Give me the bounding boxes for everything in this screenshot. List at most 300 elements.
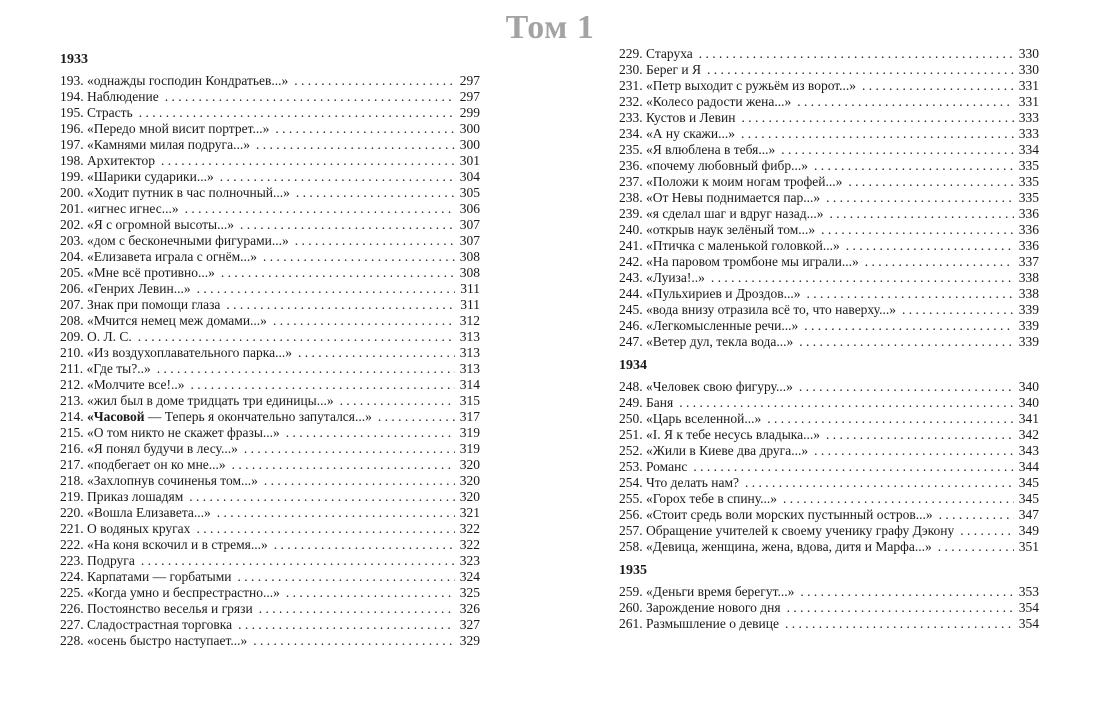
toc-entry[interactable] bbox=[60, 569, 480, 585]
entry-number: 223. bbox=[60, 553, 84, 568]
entry-title-text: Архитектор bbox=[87, 153, 155, 168]
entry-page-number: 345 bbox=[1018, 491, 1039, 506]
dot-leader bbox=[226, 297, 455, 313]
entry-title-text: Страсть bbox=[87, 105, 133, 120]
entry-number: 254. bbox=[619, 475, 643, 490]
entry-title bbox=[643, 78, 856, 94]
entry-title bbox=[84, 329, 132, 345]
dot-leader bbox=[848, 174, 1014, 190]
entry-page-number: 335 bbox=[1018, 158, 1039, 173]
entry-page-number: 313 bbox=[459, 345, 480, 360]
dot-leader bbox=[814, 158, 1014, 174]
entry-number: 215. bbox=[60, 425, 84, 440]
entry-title bbox=[643, 62, 701, 78]
entry-title-text: «Легкомысленные речи...» bbox=[646, 318, 799, 333]
entry-number: 194. bbox=[60, 89, 84, 104]
entry-title bbox=[643, 539, 932, 555]
entry-title bbox=[84, 297, 221, 313]
toc-entry[interactable] bbox=[60, 601, 480, 617]
entry-page-number: 327 bbox=[459, 617, 480, 632]
dot-leader bbox=[939, 507, 1014, 523]
toc-entry[interactable] bbox=[619, 302, 1039, 318]
dot-leader bbox=[800, 584, 1014, 600]
toc-entry[interactable] bbox=[60, 473, 480, 489]
entry-page-number: 347 bbox=[1018, 507, 1039, 522]
entry-number: 241. bbox=[619, 238, 643, 253]
entry-title bbox=[643, 584, 795, 600]
toc-entry[interactable] bbox=[60, 121, 480, 137]
entry-page-number: 341 bbox=[1018, 411, 1039, 426]
toc-entry[interactable] bbox=[619, 94, 1039, 110]
entry-page-number: 311 bbox=[460, 297, 480, 312]
toc-entry[interactable] bbox=[619, 379, 1039, 395]
entry-title-text: «Положи к моим ногам трофей...» bbox=[646, 174, 843, 189]
volume-title: Том 1 bbox=[505, 9, 595, 46]
toc-column-right bbox=[619, 46, 1039, 632]
entry-title bbox=[84, 473, 258, 489]
entry-number: 236. bbox=[619, 158, 643, 173]
toc-entry[interactable] bbox=[619, 334, 1039, 350]
entry-title bbox=[84, 441, 238, 457]
entry-title-text: Обращение учителей к своему ученику графу Дэкону bbox=[646, 523, 955, 538]
entry-title-text: «Я с огромной высоты...» bbox=[87, 217, 234, 232]
entry-title-text: «Пульхириев и Дроздов...» bbox=[646, 286, 801, 301]
toc-entry[interactable] bbox=[619, 78, 1039, 94]
entry-page-number: 319 bbox=[459, 441, 480, 456]
entry-page-number: 336 bbox=[1018, 238, 1039, 253]
entry-number: 222. bbox=[60, 537, 84, 552]
entry-title bbox=[84, 377, 185, 393]
toc-entry[interactable] bbox=[619, 318, 1039, 334]
dot-leader bbox=[275, 121, 455, 137]
dot-leader bbox=[196, 521, 455, 537]
entry-title-text: «О том никто не скажет фразы...» bbox=[87, 425, 280, 440]
entry-title bbox=[643, 523, 955, 539]
entry-title bbox=[643, 427, 820, 443]
dot-leader bbox=[232, 457, 455, 473]
entry-number: 200. bbox=[60, 185, 84, 200]
dot-leader bbox=[785, 616, 1014, 632]
entry-page-number: 340 bbox=[1018, 395, 1039, 410]
toc-entry[interactable] bbox=[60, 137, 480, 153]
entry-number: 203. bbox=[60, 233, 84, 248]
entry-title-text: «вода внизу отразила всё то, что наверху...» bbox=[646, 302, 896, 317]
toc-entry[interactable] bbox=[60, 409, 480, 425]
entry-title bbox=[643, 475, 739, 491]
entry-title-text: «I. Я к тебе несусь владыка...» bbox=[646, 427, 820, 442]
entry-title-text: Знак при помощи глаза bbox=[87, 297, 221, 312]
entry-title-text: «От Невы поднимается пар...» bbox=[646, 190, 821, 205]
toc-entry[interactable] bbox=[60, 297, 480, 313]
entry-title bbox=[84, 281, 191, 297]
entry-page-number: 353 bbox=[1018, 584, 1039, 599]
entry-number: 217. bbox=[60, 457, 84, 472]
year-heading: 1933 bbox=[60, 52, 88, 67]
entry-number: 201. bbox=[60, 201, 84, 216]
entry-page-number: 324 bbox=[459, 569, 480, 584]
entry-title bbox=[84, 409, 372, 425]
entry-title bbox=[84, 345, 292, 361]
toc-entry[interactable] bbox=[619, 126, 1039, 142]
dot-leader bbox=[165, 89, 455, 105]
dot-leader bbox=[253, 633, 455, 649]
entry-number: 202. bbox=[60, 217, 84, 232]
toc-entry[interactable] bbox=[60, 361, 480, 377]
entry-title-text: «Мчится немец меж домами...» bbox=[87, 313, 267, 328]
toc-entry[interactable] bbox=[60, 489, 480, 505]
entry-title bbox=[84, 313, 267, 329]
entry-title bbox=[84, 489, 184, 505]
toc-entry[interactable] bbox=[619, 443, 1039, 459]
entry-number: 205. bbox=[60, 265, 84, 280]
dot-leader bbox=[273, 313, 455, 329]
entry-page-number: 338 bbox=[1018, 286, 1039, 301]
entry-title bbox=[643, 174, 843, 190]
entry-title bbox=[84, 201, 179, 217]
entry-title bbox=[84, 73, 289, 89]
entry-title bbox=[643, 222, 816, 238]
toc-entry[interactable] bbox=[60, 105, 480, 121]
entry-title bbox=[84, 217, 234, 233]
entry-number: 196. bbox=[60, 121, 84, 136]
entry-title bbox=[84, 553, 135, 569]
toc-entry[interactable] bbox=[619, 142, 1039, 158]
entry-number: 195. bbox=[60, 105, 84, 120]
entry-title bbox=[643, 110, 736, 126]
entry-page-number: 342 bbox=[1018, 427, 1039, 442]
entry-number: 197. bbox=[60, 137, 84, 152]
dot-leader bbox=[711, 270, 1014, 286]
entry-number: 230. bbox=[619, 62, 643, 77]
dot-leader bbox=[902, 302, 1014, 318]
entry-title-text: «Горох тебе в спину...» bbox=[646, 491, 778, 506]
toc-entry[interactable] bbox=[60, 505, 480, 521]
entry-title-text: «Я влюблена в тебя...» bbox=[646, 142, 776, 157]
entry-page-number: 313 bbox=[459, 361, 480, 376]
entry-title-text: «На коня вскочил и в стремя...» bbox=[87, 537, 268, 552]
entry-number: 232. bbox=[619, 94, 643, 109]
entry-title bbox=[643, 190, 821, 206]
dot-leader bbox=[296, 185, 455, 201]
dot-leader bbox=[217, 505, 455, 521]
dot-leader bbox=[139, 105, 455, 121]
entry-page-number: 308 bbox=[459, 249, 480, 264]
entry-title bbox=[643, 459, 688, 475]
toc-entry[interactable] bbox=[60, 393, 480, 409]
entry-title-text: «Жили в Киеве два друга...» bbox=[646, 443, 809, 458]
dot-leader bbox=[862, 78, 1014, 94]
entry-page-number: 322 bbox=[459, 521, 480, 536]
entry-number: 226. bbox=[60, 601, 84, 616]
toc-entry[interactable] bbox=[60, 457, 480, 473]
entry-page-number: 306 bbox=[459, 201, 480, 216]
entry-number: 234. bbox=[619, 126, 643, 141]
entry-page-number: 349 bbox=[1018, 523, 1039, 538]
entry-title-text: «Ветер дул, текла вода...» bbox=[646, 334, 794, 349]
entry-page-number: 336 bbox=[1018, 222, 1039, 237]
toc-entry[interactable] bbox=[60, 265, 480, 281]
toc-entry[interactable] bbox=[619, 190, 1039, 206]
toc-entry[interactable] bbox=[60, 185, 480, 201]
dot-leader bbox=[783, 491, 1014, 507]
entry-page-number: 325 bbox=[459, 585, 480, 600]
entry-title-text: Старуха bbox=[646, 46, 693, 61]
entry-page-number: 319 bbox=[459, 425, 480, 440]
year-heading: 1934 bbox=[619, 358, 647, 373]
dot-leader bbox=[286, 585, 455, 601]
entry-title-text: Романс bbox=[646, 459, 688, 474]
toc-entry[interactable] bbox=[619, 174, 1039, 190]
entry-title-text: «Камнями милая подруга...» bbox=[87, 137, 250, 152]
dot-leader bbox=[244, 441, 455, 457]
entry-page-number: 335 bbox=[1018, 190, 1039, 205]
entry-title-text: «Шарики сударики...» bbox=[87, 169, 214, 184]
entry-title bbox=[643, 600, 781, 616]
entry-page-number: 305 bbox=[459, 185, 480, 200]
entry-number: 220. bbox=[60, 505, 84, 520]
entry-title bbox=[643, 158, 808, 174]
toc-entry[interactable] bbox=[60, 441, 480, 457]
toc-section bbox=[619, 46, 1039, 350]
entry-page-number: 300 bbox=[459, 137, 480, 152]
toc-entry[interactable] bbox=[60, 537, 480, 553]
dot-leader bbox=[238, 617, 455, 633]
toc-entry[interactable] bbox=[619, 427, 1039, 443]
toc-entry[interactable] bbox=[619, 616, 1039, 632]
entry-title bbox=[643, 491, 777, 507]
entry-number: 213. bbox=[60, 393, 84, 408]
entry-title bbox=[643, 206, 824, 222]
toc-entry[interactable] bbox=[60, 329, 480, 345]
entry-title bbox=[643, 94, 792, 110]
entry-number: 252. bbox=[619, 443, 643, 458]
dot-leader bbox=[829, 206, 1014, 222]
entry-title-text: «Где ты?..» bbox=[86, 361, 151, 376]
entry-number: 261. bbox=[619, 616, 643, 631]
entry-page-number: 354 bbox=[1018, 616, 1039, 631]
dot-leader bbox=[807, 286, 1014, 302]
toc-entry[interactable] bbox=[619, 523, 1039, 539]
entry-page-number: 351 bbox=[1018, 539, 1039, 554]
entry-title bbox=[84, 537, 268, 553]
dot-leader bbox=[865, 254, 1014, 270]
toc-entry[interactable] bbox=[619, 206, 1039, 222]
entry-title bbox=[643, 286, 801, 302]
toc-entry[interactable] bbox=[619, 158, 1039, 174]
entry-page-number: 335 bbox=[1018, 174, 1039, 189]
toc-entry[interactable] bbox=[60, 313, 480, 329]
entry-title-text: «Петр выходит с ружьём из ворот...» bbox=[646, 78, 857, 93]
entry-page-number: 354 bbox=[1018, 600, 1039, 615]
toc-entry[interactable] bbox=[619, 238, 1039, 254]
entry-title-text: «открыв наук зелёный том...» bbox=[646, 222, 816, 237]
entry-title-text: «однажды господин Кондратьев...» bbox=[87, 73, 289, 88]
entry-page-number: 331 bbox=[1018, 78, 1039, 93]
toc-entry[interactable] bbox=[60, 585, 480, 601]
toc-entry[interactable] bbox=[60, 249, 480, 265]
toc-entry[interactable] bbox=[60, 153, 480, 169]
toc-entry[interactable] bbox=[60, 233, 480, 249]
entry-page-number: 304 bbox=[459, 169, 480, 184]
entry-title bbox=[84, 457, 226, 473]
dot-leader bbox=[161, 153, 455, 169]
toc-entry[interactable] bbox=[60, 281, 480, 297]
toc-entry[interactable] bbox=[60, 345, 480, 361]
dot-leader bbox=[787, 600, 1014, 616]
entry-title bbox=[84, 121, 270, 137]
entry-title bbox=[83, 361, 151, 377]
entry-title bbox=[84, 137, 250, 153]
entry-page-number: 320 bbox=[459, 489, 480, 504]
entry-number: 209. bbox=[60, 329, 84, 344]
entry-number: 255. bbox=[619, 491, 643, 506]
toc-entry[interactable] bbox=[60, 217, 480, 233]
entry-title bbox=[84, 153, 155, 169]
dot-leader bbox=[264, 473, 455, 489]
entry-number: 218. bbox=[60, 473, 84, 488]
entry-title-text: О водяных кругах bbox=[87, 521, 191, 536]
dot-leader bbox=[274, 537, 455, 553]
toc-entry[interactable] bbox=[619, 110, 1039, 126]
entry-number: 256. bbox=[619, 507, 643, 522]
toc-entry[interactable] bbox=[619, 539, 1039, 555]
entry-page-number: 334 bbox=[1018, 142, 1039, 157]
entry-title-text: Баня bbox=[646, 395, 674, 410]
entry-title-text: «осень быстро наступает...» bbox=[87, 633, 248, 648]
entry-page-number: 333 bbox=[1018, 110, 1039, 125]
entry-title bbox=[643, 126, 735, 142]
toc-entry[interactable] bbox=[60, 521, 480, 537]
toc-entry[interactable] bbox=[619, 222, 1039, 238]
entry-title-text: «Когда умно и беспрестрастно...» bbox=[87, 585, 280, 600]
toc-entry[interactable] bbox=[619, 395, 1039, 411]
entry-page-number: 312 bbox=[459, 313, 480, 328]
entry-number: 250. bbox=[619, 411, 643, 426]
entry-title bbox=[84, 249, 257, 265]
dot-leader bbox=[826, 190, 1014, 206]
toc-entry[interactable] bbox=[619, 270, 1039, 286]
entry-title bbox=[643, 443, 808, 459]
entry-page-number: 333 bbox=[1018, 126, 1039, 141]
entry-number: 244. bbox=[619, 286, 643, 301]
toc-entry[interactable] bbox=[619, 46, 1039, 62]
toc-entry[interactable] bbox=[619, 507, 1039, 523]
entry-title bbox=[643, 318, 799, 334]
toc-entry[interactable] bbox=[619, 62, 1039, 78]
toc-entry[interactable] bbox=[619, 286, 1039, 302]
dot-leader bbox=[138, 329, 455, 345]
toc-entry[interactable] bbox=[619, 459, 1039, 475]
toc-entry[interactable] bbox=[60, 73, 480, 89]
dot-leader bbox=[846, 238, 1014, 254]
entry-title bbox=[84, 569, 232, 585]
toc-entry[interactable] bbox=[619, 600, 1039, 616]
entry-number: 228. bbox=[60, 633, 84, 648]
entry-number: 240. bbox=[619, 222, 643, 237]
dot-leader bbox=[799, 334, 1014, 350]
entry-title bbox=[84, 601, 253, 617]
entry-title-text: «Ходит путник в час полночный...» bbox=[87, 185, 290, 200]
dot-leader bbox=[699, 46, 1014, 62]
entry-page-number: 320 bbox=[459, 457, 480, 472]
entry-page-number: 330 bbox=[1018, 46, 1039, 61]
entry-page-number: 300 bbox=[459, 121, 480, 136]
toc-entry[interactable] bbox=[619, 475, 1039, 491]
toc-entry[interactable] bbox=[60, 89, 480, 105]
entry-title bbox=[84, 521, 191, 537]
entry-title-text: Карпатами — горбатыми bbox=[87, 569, 232, 584]
dot-leader bbox=[745, 475, 1014, 491]
toc-section bbox=[60, 52, 480, 649]
entry-title bbox=[84, 89, 159, 105]
entry-title-text: «почему любовный фибр...» bbox=[646, 158, 808, 173]
toc-entry[interactable] bbox=[60, 169, 480, 185]
entry-title-text: «подбегает он ко мне...» bbox=[87, 457, 226, 472]
dot-leader bbox=[298, 345, 455, 361]
entry-title-text: Подруга bbox=[87, 553, 135, 568]
dot-leader bbox=[256, 137, 455, 153]
toc-entry[interactable] bbox=[619, 584, 1039, 600]
entry-title-text: «Из воздухоплавательного парка...» bbox=[87, 345, 292, 360]
dot-leader bbox=[259, 601, 455, 617]
dot-leader bbox=[220, 169, 455, 185]
entry-number: 207. bbox=[60, 297, 84, 312]
entry-number: 243. bbox=[619, 270, 643, 285]
entry-number: 227. bbox=[60, 617, 84, 632]
dot-leader bbox=[767, 411, 1014, 427]
toc-entry[interactable] bbox=[60, 201, 480, 217]
entry-title-text: «Деньги время берегут...» bbox=[646, 584, 795, 599]
toc-entry[interactable] bbox=[60, 617, 480, 633]
entry-page-number: 317 bbox=[459, 409, 480, 424]
entry-title-text: «Стоит средь воли морских пустынный остров...» bbox=[646, 507, 933, 522]
entry-number: 242. bbox=[619, 254, 643, 269]
entry-title bbox=[84, 633, 248, 649]
dot-leader bbox=[960, 523, 1014, 539]
entry-title-text: «Вошла Елизавета...» bbox=[87, 505, 211, 520]
entry-title bbox=[643, 507, 933, 523]
entry-title bbox=[643, 411, 762, 427]
toc-entry[interactable] bbox=[60, 425, 480, 441]
entry-title bbox=[643, 302, 896, 318]
toc-entry[interactable] bbox=[619, 411, 1039, 427]
entry-page-number: 329 bbox=[459, 633, 480, 648]
toc-entry[interactable] bbox=[619, 254, 1039, 270]
entry-number: 235. bbox=[619, 142, 643, 157]
toc-entry[interactable] bbox=[60, 553, 480, 569]
entry-title-bold: «Часовой bbox=[87, 409, 145, 424]
toc-entry[interactable] bbox=[60, 633, 480, 649]
dot-leader bbox=[804, 318, 1014, 334]
entry-page-number: 343 bbox=[1018, 443, 1039, 458]
dot-leader bbox=[814, 443, 1014, 459]
entry-title-text: «Девица, женщина, жена, вдова, дитя и Марфа...» bbox=[646, 539, 932, 554]
entry-title bbox=[84, 425, 280, 441]
entry-number: 237. bbox=[619, 174, 643, 189]
entry-number: 208. bbox=[60, 313, 84, 328]
entry-title-text: «Луиза!..» bbox=[646, 270, 705, 285]
entry-number: 193. bbox=[60, 73, 84, 88]
toc-entry[interactable] bbox=[619, 491, 1039, 507]
toc-section bbox=[619, 358, 1039, 555]
dot-leader bbox=[707, 62, 1014, 78]
entry-page-number: 314 bbox=[459, 377, 480, 392]
entry-page-number: 322 bbox=[459, 537, 480, 552]
dot-leader bbox=[938, 539, 1014, 555]
year-heading: 1935 bbox=[619, 563, 647, 578]
entry-number: 221. bbox=[60, 521, 84, 536]
toc-entry[interactable] bbox=[60, 377, 480, 393]
